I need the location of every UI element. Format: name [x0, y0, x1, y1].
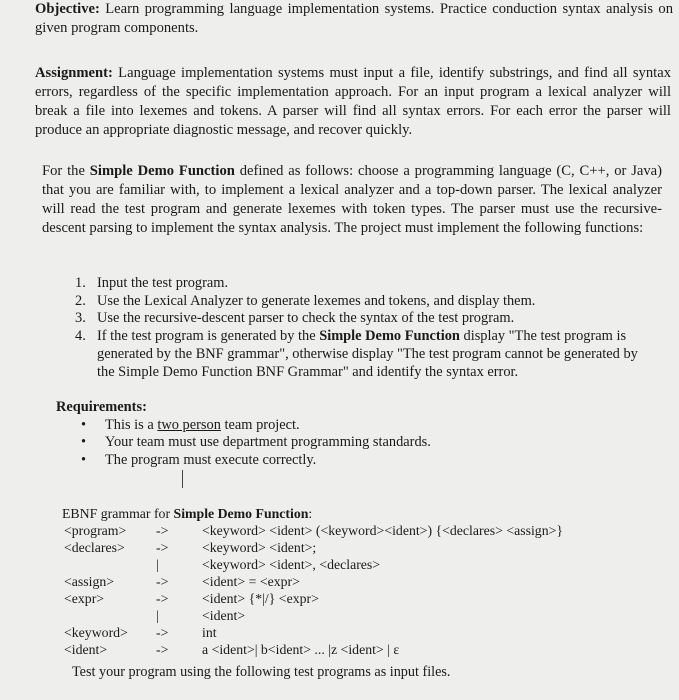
bullet-icon: • [81, 434, 87, 450]
rule-rhs: <ident> [202, 608, 246, 623]
list-item [56, 434, 656, 452]
requirement-text: The program must execute correctly. [105, 451, 317, 468]
list-item [75, 328, 657, 381]
rule-rhs: a <ident>| b<ident> ... |z <ident> | ε [202, 642, 400, 657]
grammar-title-before: EBNF grammar for [62, 506, 174, 521]
rule-rhs: <ident> = <expr> [202, 574, 300, 589]
rule-lhs: <assign> [64, 574, 115, 589]
list-item [75, 275, 657, 293]
assignment-label: Assignment: [35, 65, 113, 81]
step-number: 2. [75, 292, 86, 309]
objective-paragraph [35, 0, 673, 38]
arrow-icon: -> [156, 523, 169, 538]
grammar-title-after: : [308, 506, 313, 521]
grammar-rule [62, 624, 662, 641]
step-text [97, 328, 657, 381]
grammar-section [62, 505, 662, 658]
arrow-icon: -> [156, 642, 169, 657]
req1-underlined: two person [157, 416, 221, 433]
step-text: Input the test program. [97, 275, 229, 291]
list-item [75, 293, 657, 311]
footer-text: Test your program using the following test programs as input files. [72, 664, 451, 680]
step4-bold: Simple Demo Function [319, 328, 460, 345]
bullet-icon: • [81, 416, 87, 433]
step-number: 3. [75, 310, 86, 327]
rule-lhs: <keyword> [64, 625, 128, 640]
objective-text: Learn programming language implementation systems. Practice conduction syntax analysis on given program components. [35, 1, 673, 36]
step4-after: display "The test program is generated by the BNF grammar", otherwise display "The test program cannot be generated by the Simple Demo Function BNF Grammar" and identify the syntax error. [97, 328, 638, 380]
req1-before: This is a [105, 416, 158, 433]
intro-bold: Simple Demo Function [89, 163, 235, 179]
grammar-rule [62, 641, 662, 658]
intro-paragraph [42, 162, 662, 238]
req1-after: team project. [220, 416, 300, 433]
step-text: Use the recursive-descent parser to check the syntax of the test program. [97, 310, 515, 327]
bullet-icon: • [81, 451, 87, 468]
arrow-icon: -> [156, 540, 169, 555]
grammar-rule [62, 607, 662, 624]
step-number: 1. [75, 275, 86, 291]
grammar-title-bold: Simple Demo Function [173, 506, 309, 521]
grammar-title [62, 505, 662, 522]
grammar-rule [62, 556, 662, 573]
requirements-section [56, 399, 656, 469]
list-item [75, 310, 657, 328]
arrow-icon: -> [156, 625, 169, 640]
grammar-rule [62, 539, 662, 556]
step-number: 4. [75, 328, 86, 345]
rule-rhs: int [202, 625, 217, 640]
alternative-bar: | [156, 557, 159, 572]
arrow-icon: -> [156, 591, 169, 606]
rule-rhs: <keyword> <ident>, <declares> [202, 557, 381, 572]
rule-lhs: <declares> [64, 540, 125, 555]
rule-lhs: <program> [64, 523, 127, 538]
steps-list [75, 275, 657, 381]
arrow-icon: -> [156, 574, 169, 589]
rule-lhs: <ident> [64, 642, 108, 657]
rule-rhs: <keyword> <ident> (<keyword><ident>) {<declares> <assign>} [202, 523, 564, 538]
list-item [56, 417, 656, 435]
intro-after: defined as follows: choose a programming language (C, C++, or Java) that you are familiar with, to implement a lexical analyzer and a top-down parser. The lexical analyzer will read the test program and generate lexemes with token types. The parser must use the recursive-descent parsing to implement the syntax analysis. The project must implement the following functions: [42, 163, 662, 236]
requirement-text [105, 417, 300, 435]
alternative-bar: | [156, 608, 159, 623]
objective-label: Objective: [35, 1, 100, 17]
assignment-text: Language implementation systems must input a file, identify substrings, and find all syntax errors, regardless of the specific implementation approach. For an input program a lexical analyzer will break a file into lexemes and tokens. A parser will find all syntax errors. For each error the parser will produce an appropriate diagnostic message, and recover quickly. [35, 65, 671, 138]
grammar-rule [62, 590, 662, 607]
requirements-title: Requirements: [56, 399, 147, 415]
grammar-rule [62, 522, 662, 539]
intro-before: For the [42, 163, 90, 179]
requirement-text: Your team must use department programming standards. [105, 434, 431, 450]
grammar-rule [62, 573, 662, 590]
rule-lhs: <expr> [64, 591, 105, 606]
rule-rhs: <ident> {*|/} <expr> [202, 591, 319, 606]
rule-rhs: <keyword> <ident>; [202, 540, 317, 555]
text-cursor [182, 470, 183, 488]
list-item [56, 452, 656, 470]
step4-before: If the test program is generated by the [97, 328, 320, 345]
assignment-paragraph [35, 64, 671, 140]
step-text: Use the Lexical Analyzer to generate lexemes and tokens, and display them. [97, 292, 536, 309]
